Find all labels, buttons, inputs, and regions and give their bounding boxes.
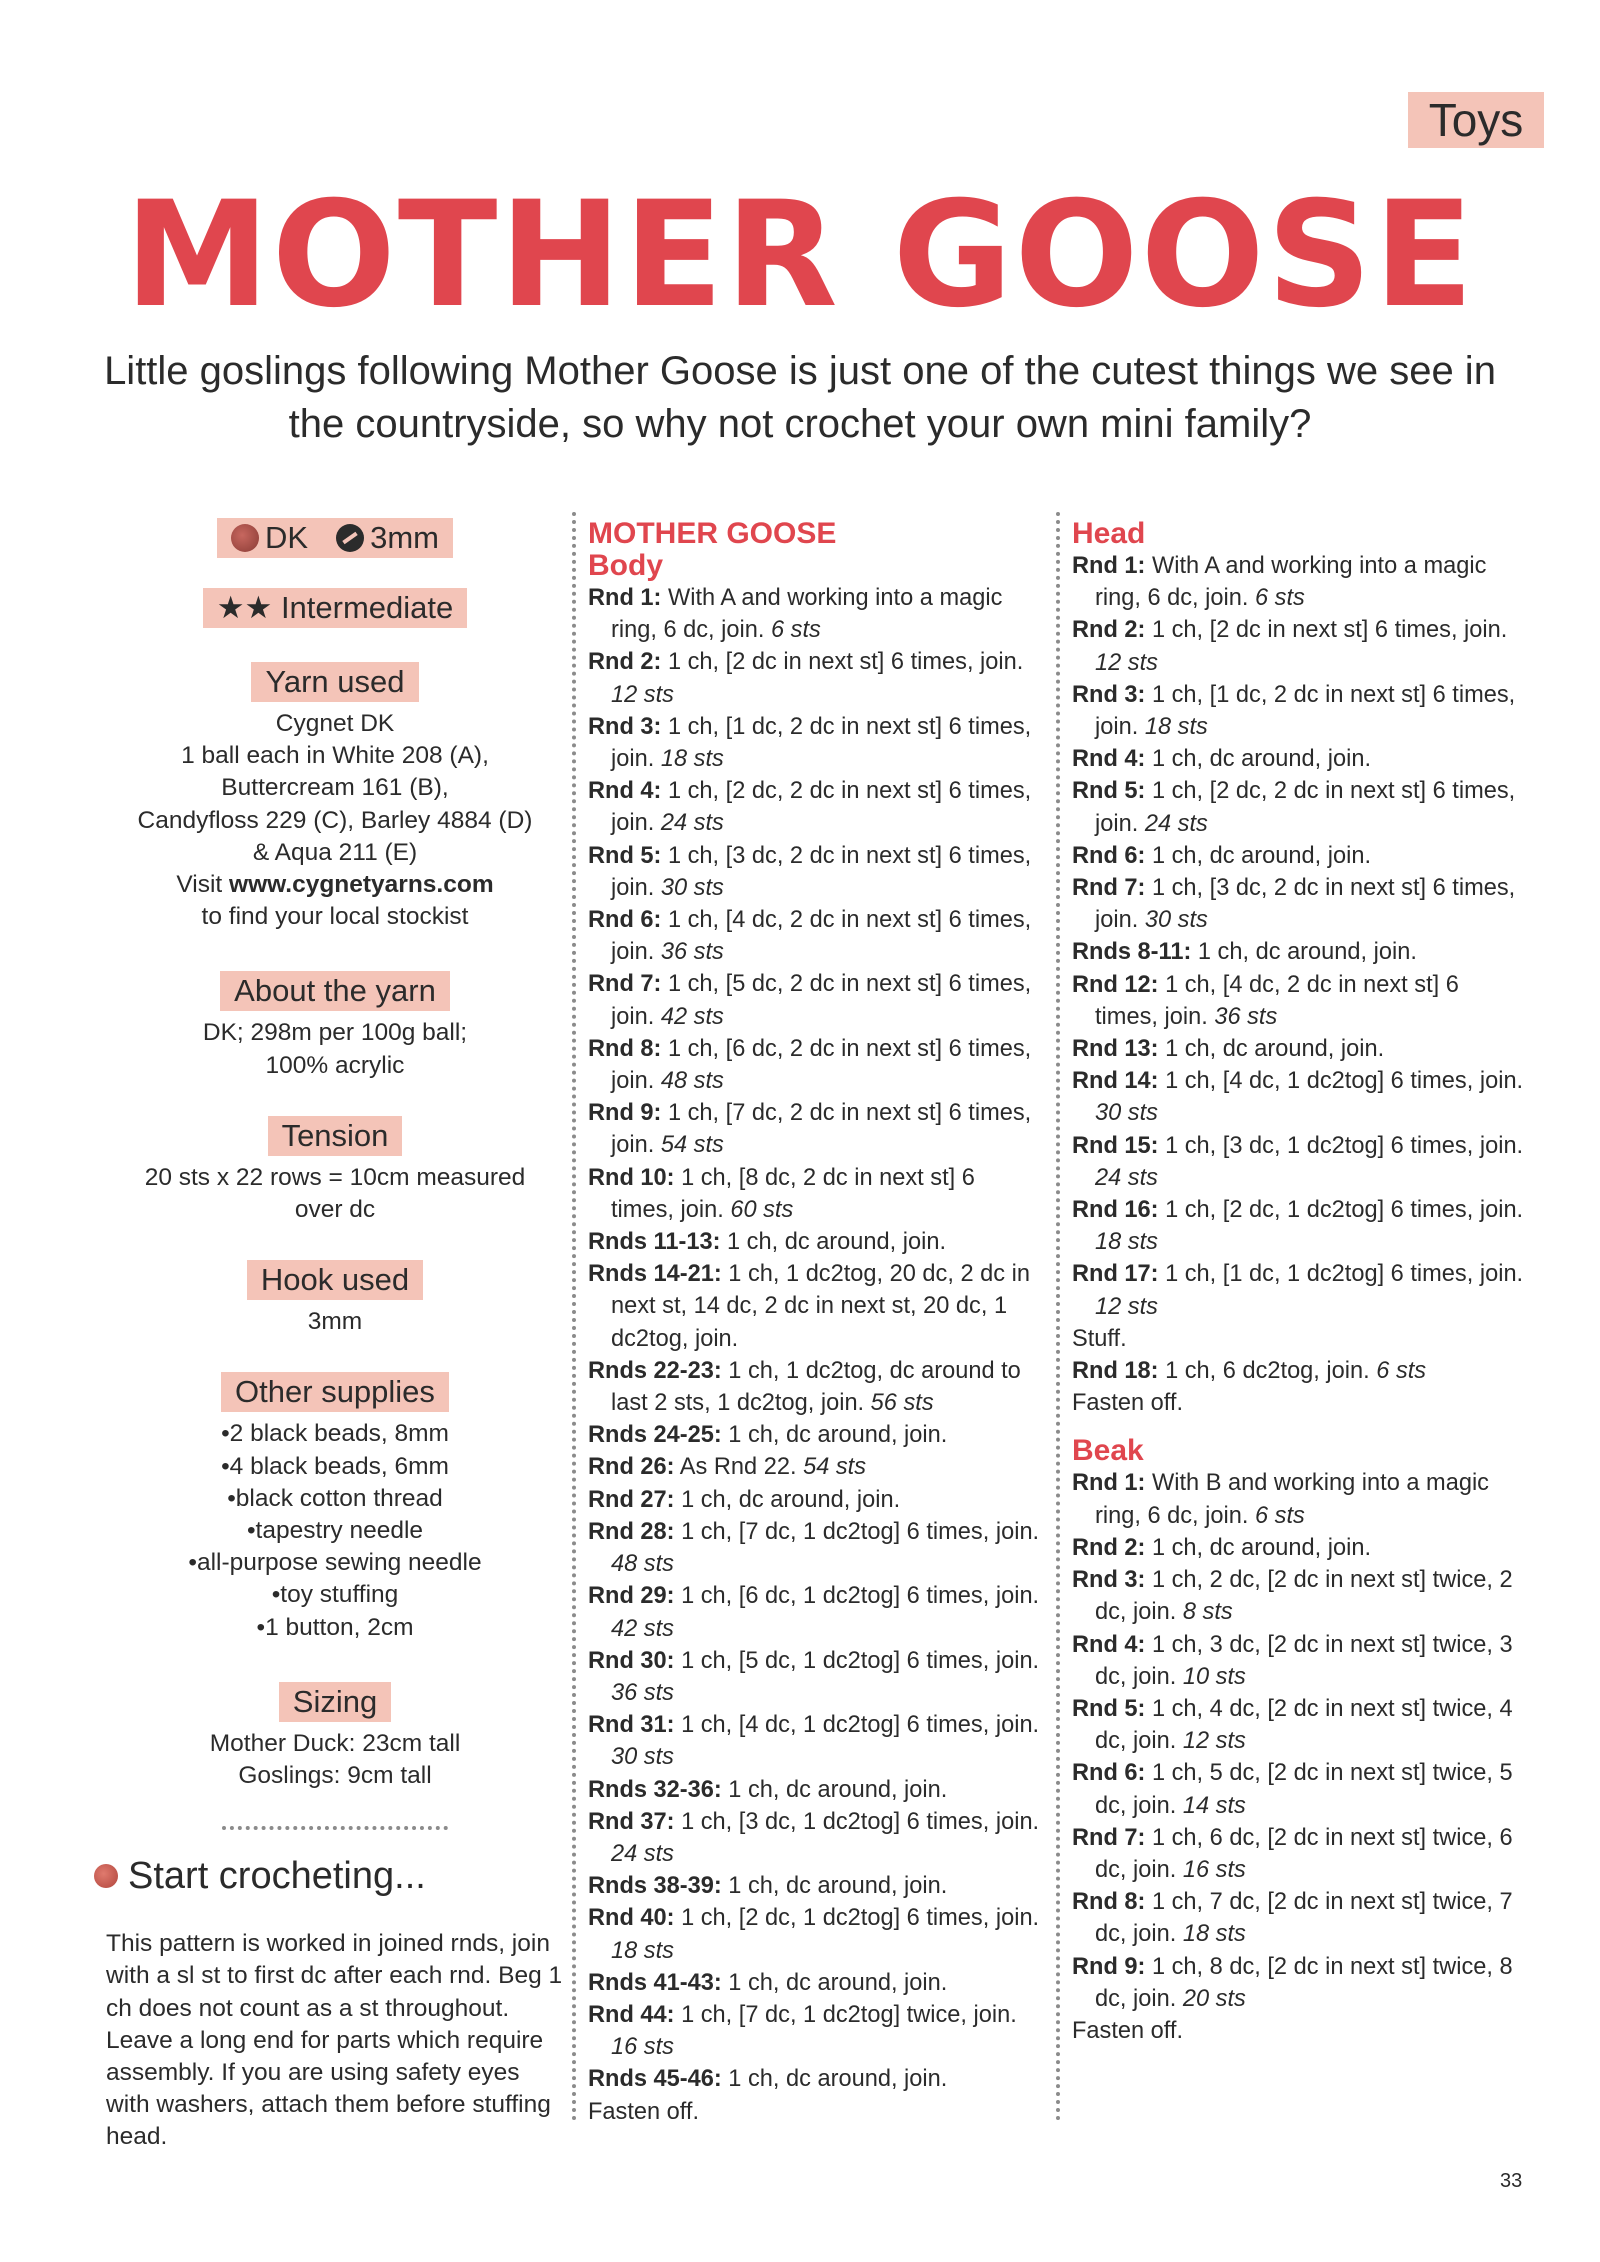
round-text: 1 ch, 6 dc, [2 dc in next st] twice, 6 dc, join. [1095,1824,1513,1883]
stitch-count: 10 sts [1182,1663,1246,1690]
instruction-row [588,1645,1043,1709]
stitch-count: 42 sts [660,1003,724,1030]
stitch-count: 6 sts [1376,1358,1427,1385]
round-label: Rnd 2: [588,649,662,676]
instruction-row [588,1999,1043,2063]
round-label: Rnd 26: [588,1454,675,1481]
instruction-row [1072,1194,1527,1258]
instruction-row [1072,1951,1527,2015]
yarn-ball-icon [231,524,259,552]
instruction-row [1072,1065,1527,1129]
round-text: 1 ch, dc around, join. [720,1229,947,1256]
instruction-row [1072,1467,1527,1531]
stitch-count: 36 sts [660,939,724,966]
round-text: 1 ch, dc around, join. [721,1969,948,1996]
about-line: 100% acrylic [265,1051,405,1079]
round-text: 1 ch, dc around, join. [1191,939,1417,966]
round-text: 1 ch, [5 dc, 2 dc in next st] 6 times, join. [611,971,1032,1030]
column-divider [1056,512,1060,2122]
round-label: Rnds 45-46: [588,2066,722,2093]
difficulty-label: Intermediate [280,590,454,625]
round-text: 1 ch, dc around, join. [1158,1036,1385,1063]
round-text: 1 ch, [4 dc, 1 dc2tog] 6 times, join. [1158,1068,1524,1095]
instruction-row [1072,775,1527,839]
stitch-count: 54 sts [803,1454,867,1481]
round-text: 1 ch, [7 dc, 2 dc in next st] 6 times, join. [611,1100,1032,1159]
round-label: Rnd 1: [588,585,662,611]
instruction-row [1072,1323,1527,1355]
round-text: 1 ch, 2 dc, [2 dc in next st] twice, 2 dc, join. [1095,1567,1513,1626]
stitch-count: 42 sts [611,1615,674,1642]
stitch-count: 56 sts [870,1390,934,1417]
round-label: Rnds 38-39: [588,1873,722,1900]
round-label: Rnd 2: [1072,617,1146,644]
stitch-count: 36 sts [611,1679,674,1706]
yarn-ball-icon [94,1864,118,1888]
tension-line: 20 sts x 22 rows = 10cm measured [144,1163,526,1191]
stitch-count: 24 sts [611,1840,674,1867]
stockist-link[interactable]: www.cygnetyarns.com [229,871,494,899]
stitch-count: 36 sts [1214,1003,1278,1030]
section-tag: Toys [1408,92,1544,148]
body-rows [588,582,1043,2128]
round-label: Rnd 12: [1072,971,1159,998]
body-heading: Body [588,549,663,582]
stitch-count: 12 sts [611,681,674,708]
instruction-row [588,1806,1043,1870]
about-yarn-heading: About the yarn [220,971,450,1011]
round-text: 1 ch, [7 dc, 1 dc2tog] twice, join. [674,2001,1017,2028]
round-label: Rnds 24-25: [588,1422,722,1449]
round-text: 1 ch, [2 dc, 2 dc in next st] 6 times, join. [1095,778,1516,837]
page-number: 33 [1500,2170,1523,2192]
round-label: Rnd 27: [588,1486,675,1513]
instruction-row [1072,1033,1527,1065]
stitch-count: 8 sts [1182,1599,1233,1626]
instruction-row [1072,840,1527,872]
tension-heading: Tension [268,1116,403,1156]
stitch-count: 30 sts [611,1744,674,1771]
round-label: Rnds 41-43: [588,1969,722,1996]
list-item: • tapestry needle [100,1515,570,1547]
round-label: Rnd 31: [588,1712,675,1739]
stitch-count: 48 sts [660,1068,724,1095]
round-text: 1 ch, dc around, join. [721,1873,948,1900]
round-label: Rnd 5: [588,842,662,869]
instruction-row [588,1870,1043,1902]
round-label: Rnd 8: [1072,1889,1146,1916]
start-heading: Start crocheting... [94,1852,570,1900]
stitch-count: 24 sts [1144,810,1208,837]
instruction-row [1072,1258,1527,1322]
round-label: Rnd 16: [1072,1197,1159,1224]
instruction-row [1072,679,1527,743]
round-text: Fasten off. [588,2098,700,2125]
round-label: Rnd 15: [1072,1132,1159,1159]
instruction-row [588,1258,1043,1355]
instruction-row [1072,550,1527,614]
pattern-kicker: MOTHER GOOSE [588,517,837,550]
round-text: 1 ch, 1 dc2tog, 20 dc, 2 dc in next st, 14 dc, 2 dc in next st, 20 dc, 1 dc2tog, join. [611,1261,1030,1352]
round-label: Rnd 7: [1072,1824,1146,1851]
round-text: 1 ch, dc around, join. [721,1776,948,1803]
stitch-count: 6 sts [1255,585,1305,612]
instruction-row [1072,872,1527,936]
round-text: 1 ch, [8 dc, 2 dc in next st] 6 times, join. [611,1164,975,1223]
info-column [100,518,570,2154]
round-text: 1 ch, [1 dc, 2 dc in next st] 6 times, join. [611,713,1032,773]
instruction-row [1072,1693,1527,1757]
stitch-count: 18 sts [1144,714,1208,741]
round-label: Rnds 14-21: [588,1261,722,1288]
round-label: Rnd 6: [588,907,662,934]
stitch-count: 30 sts [660,874,724,901]
instruction-row [588,1516,1043,1580]
list-item: • 2 black beads, 8mm [100,1418,570,1450]
round-text: Stuff. [1072,1325,1127,1352]
round-label: Rnd 5: [1072,778,1146,805]
stitch-count: 54 sts [660,1132,724,1159]
round-label: Rnd 9: [1072,1953,1146,1980]
instruction-row [588,646,1043,710]
instruction-row [588,1033,1043,1097]
star-rating-icon: ★★ [216,590,273,625]
instruction-row [588,1097,1043,1161]
round-label: Rnd 1: [1072,1470,1146,1497]
weight-label: DK [231,518,308,558]
tension-block [100,1116,570,1226]
supplies-block [100,1372,570,1643]
head-rows [1072,550,1527,1419]
round-text: As Rnd 22. [674,1454,804,1481]
instruction-row [1072,1757,1527,1821]
round-text: Fasten off. [1072,2017,1184,2044]
instruction-row [1072,1564,1527,1628]
instruction-row [1072,969,1527,1033]
intro-paragraph: This pattern is worked in joined rnds, join with a sl st to first dc after each rnd. Beg 1 ch does not count as a st throughout. Leave a long end for parts which require assembly. If you are using safety eyes with washers, attach them before stuffing head. [106,1930,563,2151]
round-text: 1 ch, [4 dc, 1 dc2tog] 6 times, join. [674,1712,1040,1739]
instruction-row [588,1774,1043,1806]
instruction-row [588,711,1043,775]
column-divider [572,512,576,2122]
instruction-row [1072,2015,1527,2047]
round-text: 1 ch, dc around, join. [674,1486,901,1513]
round-text: 1 ch, 6 dc2tog, join. [1158,1358,1377,1385]
round-label: Rnd 13: [1072,1036,1159,1063]
round-text: 1 ch, [2 dc, 1 dc2tog] 6 times, join. [674,1905,1040,1932]
about-line: DK; 298m per 100g ball; [202,1019,468,1047]
round-label: Rnd 44: [588,2001,675,2028]
round-text: 1 ch, [1 dc, 2 dc in next st] 6 times, join. [1095,681,1516,741]
pattern-column-head-beak [1072,518,1527,2047]
round-text: 1 ch, 5 dc, [2 dc in next st] twice, 5 dc, join. [1095,1760,1513,1819]
supplies-heading: Other supplies [221,1372,449,1412]
stitch-count: 30 sts [1144,907,1208,934]
stitch-count: 12 sts [1095,1293,1158,1320]
hook-icon [336,524,364,552]
instruction-row [588,775,1043,839]
stitch-count: 16 sts [1182,1856,1246,1883]
round-label: Rnd 40: [588,1905,675,1932]
round-text: 1 ch, [2 dc, 1 dc2tog] 6 times, join. [1158,1197,1524,1224]
instruction-row [588,1967,1043,1999]
round-label: Rnd 1: [1072,553,1146,579]
instruction-row [588,1580,1043,1644]
round-label: Rnd 29: [588,1583,675,1610]
yarn-line: 1 ball each in White 208 (A), [181,742,489,770]
hook-size-label: 3mm [336,518,439,558]
hook-used-value: 3mm [307,1308,363,1336]
instruction-row [1072,1355,1527,1387]
instruction-row [588,904,1043,968]
instruction-row [588,2096,1043,2128]
yarn-line: Candyfloss 229 (C), Barley 4884 (D) [137,806,533,834]
list-item: • 4 black beads, 6mm [100,1451,570,1483]
sizing-line: Goslings: 9cm tall [238,1762,432,1790]
difficulty-pill [203,588,468,628]
stitch-count: 6 sts [771,617,821,644]
round-text: 1 ch, [3 dc, 1 dc2tog] 6 times, join. [674,1808,1040,1835]
instruction-row [1072,1387,1527,1419]
round-label: Rnd 7: [1072,875,1146,902]
round-text: With B and working into a magic ring, 6 dc, join. [1095,1470,1489,1529]
round-label: Rnd 9: [588,1100,662,1127]
instruction-row [588,1709,1043,1773]
stitch-count: 18 sts [1182,1921,1246,1948]
round-text: 1 ch, dc around, join. [721,1422,948,1449]
stitch-count: 12 sts [1095,649,1158,676]
round-text: 1 ch, 8 dc, [2 dc in next st] twice, 8 dc, join. [1095,1953,1513,2012]
round-text: 1 ch, [3 dc, 1 dc2tog] 6 times, join. [1158,1132,1524,1159]
round-label: Rnd 3: [1072,681,1146,708]
round-label: Rnds 32-36: [588,1776,722,1803]
round-label: Rnd 4: [588,778,662,805]
round-text: 1 ch, [4 dc, 2 dc in next st] 6 times, join. [1095,971,1459,1030]
round-text: 1 ch, [3 dc, 2 dc in next st] 6 times, join. [1095,875,1516,934]
stitch-count: 24 sts [660,810,724,837]
round-text: 1 ch, 4 dc, [2 dc in next st] twice, 4 dc, join. [1095,1695,1513,1755]
round-label: Rnds 8-11: [1072,939,1192,966]
stitch-count: 48 sts [611,1551,674,1578]
instruction-row [588,2063,1043,2095]
tension-line: over dc [294,1196,376,1224]
round-text: 1 ch, [2 dc in next st] 6 times, join. [661,649,1024,676]
stitch-count: 6 sts [1255,1502,1305,1529]
sizing-heading: Sizing [279,1682,391,1722]
yarn-line: Cygnet DK [275,710,395,737]
round-label: Rnd 10: [588,1164,675,1191]
sizing-block [100,1682,570,1792]
round-label: Rnd 3: [588,713,662,740]
round-text: 1 ch, dc around, join. [1145,1534,1371,1561]
instruction-row [588,1484,1043,1516]
list-item: • 1 button, 2cm [100,1612,570,1644]
round-text: 1 ch, [1 dc, 1 dc2tog] 6 times, join. [1158,1261,1524,1288]
round-text: Fasten off. [1072,1390,1184,1417]
round-text: 1 ch, [6 dc, 2 dc in next st] 6 times, join. [611,1035,1032,1095]
round-text: 1 ch, 3 dc, [2 dc in next st] twice, 3 dc, join. [1095,1631,1513,1690]
stitch-count: 18 sts [1095,1229,1158,1256]
stitch-count: 12 sts [1182,1728,1246,1755]
hook-used-block [100,1260,570,1338]
round-label: Rnd 7: [588,971,662,998]
instruction-row [1072,936,1527,968]
list-item: • toy stuffing [100,1579,570,1611]
instruction-row [1072,1822,1527,1886]
sizing-line: Mother Duck: 23cm tall [209,1729,461,1757]
round-label: Rnd 3: [1072,1567,1146,1594]
stitch-count: 14 sts [1182,1792,1246,1819]
instruction-row [1072,614,1527,678]
about-yarn-block [100,971,570,1081]
round-text: 1 ch, [5 dc, 1 dc2tog] 6 times, join. [674,1647,1040,1674]
round-text: 1 ch, [2 dc, 2 dc in next st] 6 times, join. [611,778,1032,837]
round-label: Rnd 2: [1072,1534,1146,1561]
instruction-row [588,1451,1043,1483]
round-label: Rnd 30: [588,1647,675,1674]
instruction-row [588,1419,1043,1451]
pattern-column-body [588,518,1043,2128]
instruction-row [588,1162,1043,1226]
stitch-count: 30 sts [1095,1100,1158,1127]
round-text: With A and working into a magic ring, 6 dc, join. [1095,553,1487,612]
round-label: Rnd 14: [1072,1068,1159,1095]
round-label: Rnd 4: [1072,746,1146,773]
stitch-count: 18 sts [611,1937,674,1964]
visit-line-2: to find your local stockist [201,903,469,931]
round-text: 1 ch, dc around, join. [1145,842,1371,869]
instruction-row [588,582,1043,646]
round-label: Rnd 18: [1072,1358,1159,1385]
round-text: 1 ch, dc around, join. [721,2066,948,2093]
instruction-row [1072,1532,1527,1564]
stitch-count: 24 sts [1095,1164,1158,1191]
stitch-count: 60 sts [730,1196,794,1223]
yarn-used-heading: Yarn used [251,662,418,702]
round-label: Rnd 17: [1072,1261,1159,1288]
instruction-row [1072,1886,1527,1950]
head-heading: Head [1072,517,1146,550]
page-title: MOTHER GOOSE [124,170,1476,340]
instruction-row [588,968,1043,1032]
round-label: Rnd 5: [1072,1695,1146,1722]
visit-line: Visit www.cygnetyarns.com [176,871,494,899]
stitch-count: 16 sts [611,2034,674,2061]
round-label: Rnd 6: [1072,842,1146,869]
round-text: 1 ch, [7 dc, 1 dc2tog] 6 times, join. [674,1518,1040,1545]
yarn-line: Buttercream 161 (B), [221,774,449,802]
instruction-row [588,1902,1043,1966]
yarn-line: & Aqua 211 (E) [252,838,418,866]
round-label: Rnds 11-13: [588,1229,721,1256]
round-text: 1 ch, [2 dc in next st] 6 times, join. [1145,617,1508,644]
round-label: Rnd 4: [1072,1631,1146,1658]
round-label: Rnd 8: [588,1035,662,1062]
round-label: Rnd 28: [588,1518,675,1545]
hook-used-heading: Hook used [247,1260,423,1300]
instruction-row [1072,743,1527,775]
standfirst: Little goslings following Mother Goose is just one of the cutest things we see in the countryside, so why not crochet your own mini family? [104,349,1496,446]
instruction-row [588,840,1043,904]
stitch-count: 20 sts [1182,1985,1246,2012]
stitch-count: 18 sts [660,746,724,773]
round-label: Rnd 6: [1072,1760,1146,1787]
round-label: Rnd 37: [588,1808,675,1835]
supplies-list [100,1418,570,1643]
weight-hook-pill [217,518,453,558]
list-item: • black cotton thread [100,1483,570,1515]
instruction-row [1072,1629,1527,1693]
list-item: • all-purpose sewing needle [100,1547,570,1579]
round-text: With A and working into a magic ring, 6 dc, join. [611,585,1003,644]
round-text: 1 ch, [4 dc, 2 dc in next st] 6 times, join. [611,907,1032,966]
instruction-row [1072,1130,1527,1194]
beak-heading: Beak [1072,1434,1144,1468]
round-text: 1 ch, 7 dc, [2 dc in next st] twice, 7 dc, join. [1095,1889,1513,1948]
yarn-used-block [100,662,570,933]
round-label: Rnds 22-23: [588,1357,722,1384]
round-text: 1 ch, [6 dc, 1 dc2tog] 6 times, join. [674,1583,1040,1610]
round-text: 1 ch, dc around, join. [1145,746,1371,773]
beak-rows [1072,1467,1527,2047]
round-text: 1 ch, 1 dc2tog, dc around to last 2 sts, 1 dc2tog, join. [611,1357,1021,1417]
round-text: 1 ch, [3 dc, 2 dc in next st] 6 times, join. [611,842,1032,901]
section-divider [222,1826,448,1830]
instruction-row [588,1226,1043,1258]
instruction-row [588,1355,1043,1419]
